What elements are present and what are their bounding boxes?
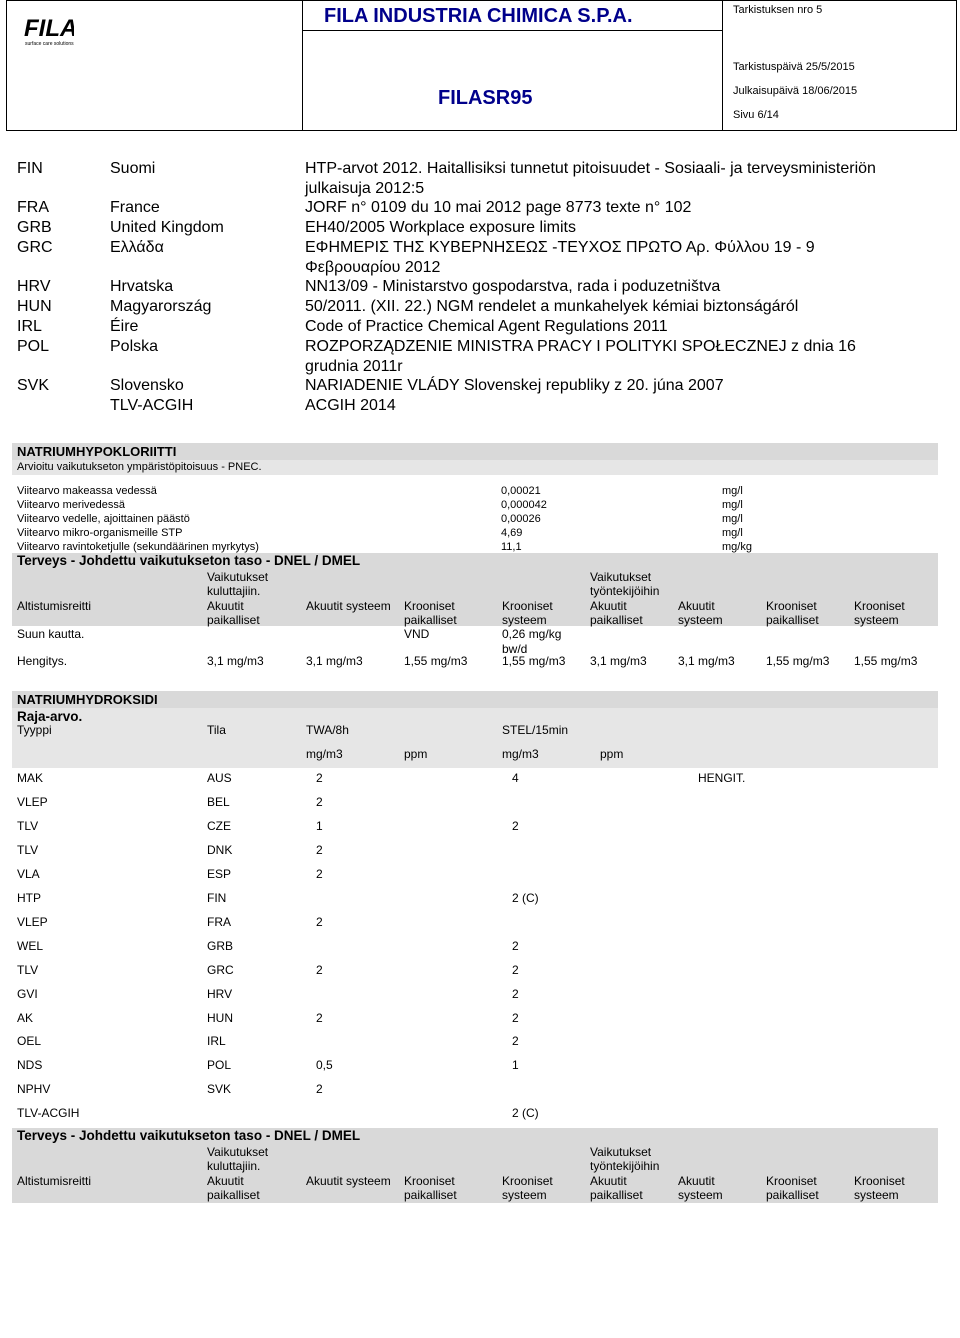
limit-state: HUN [207,1010,233,1025]
regulation-code: HRV [17,278,51,295]
limit-type: GVI [17,986,38,1001]
dnel-col-header: Akuutit paikalliset [207,1174,260,1202]
limit-twa: 2 [316,962,323,977]
limit-twa: 2 [316,794,323,809]
regulation-country: Magyarország [110,298,212,315]
revision-date: Tarkistuspäivä 25/5/2015 [733,61,855,73]
unit-header: mg/m3 [306,747,343,761]
dnel-col-header: Akuutit systeem [678,1174,723,1202]
limit-stel: 2 [512,962,519,977]
limit-type: WEL [17,938,44,953]
regulation-text: NARIADENIE VLÁDY Slovenskej republiky z 20. júna 2007 [305,377,724,394]
regulation-code: IRL [17,318,42,335]
pnec-unit: mg/l [722,527,743,539]
limit-type: TLV [17,818,39,833]
publish-date: Julkaisupäivä 18/06/2015 [733,85,858,97]
regulation-country: Polska [110,338,159,355]
regulation-country: Suomi [110,160,156,177]
limit-twa: 2 [316,1082,323,1097]
limit-twa: 2 [316,771,323,785]
limit-stel: 1 [512,1058,519,1073]
dnel-value: 1,55 mg/m3 [404,654,468,668]
limit-type: NDS [17,1058,43,1073]
limit-stel: 2 (C) [512,1106,539,1121]
document-title: FILASR95 [438,87,533,109]
limit-state: FRA [207,914,231,929]
pnec-value: 0,00026 [501,513,541,525]
pnec-value: 4,69 [501,527,523,539]
state-header: Tila [207,723,226,737]
dnel-col-header: Krooniset paikalliset [404,1174,457,1202]
limit-state: POL [207,1058,232,1073]
limit-state: SVK [207,1082,232,1097]
substance-title: NATRIUMHYPOKLORIITTI [17,444,177,459]
limit-twa: 2 [316,914,323,929]
pnec-subtitle: Arvioitu vaikutukseton ympäristöpitoisuus - PNEC. [17,461,262,473]
dnel-col-header: Krooniset paikalliset [766,1174,819,1202]
dnel-col-header: Akuutit systeem [678,599,723,627]
unit-header: ppm [600,747,624,761]
regulation-code: GRC [17,239,53,256]
pnec-label: Viitearvo mikro-organismeille STP [17,527,183,539]
route-header: Altistumisreitti [17,1174,92,1188]
route-header: Altistumisreitti [17,599,92,613]
dnel-title-2: Terveys - Johdettu vaikutukseton taso - DNEL / DMEL [17,1128,361,1143]
limits-subtitle: Raja-arvo. [17,709,83,724]
dnel-col-header: Krooniset systeem [854,1174,905,1202]
consumer-effects-header: Vaikutukset kuluttajiin. [207,1145,269,1173]
consumer-effects-header: Vaikutukset kuluttajiin. [207,570,269,598]
limit-state: GRC [207,962,234,977]
pnec-unit: mg/l [722,485,743,497]
limit-state: AUS [207,771,232,785]
dnel-col-header: Akuutit systeem [306,599,391,613]
limit-state: FIN [207,890,227,905]
dnel-value: 0,26 mg/kg bw/d [502,627,562,656]
twa-header: TWA/8h [306,723,349,737]
limit-stel: 2 [512,1034,519,1049]
dnel-col-header: Krooniset systeem [502,599,553,627]
unit-header: mg/m3 [502,747,539,761]
regulation-code: SVK [17,377,50,394]
dnel-col-header: Krooniset paikalliset [404,599,457,627]
limit-stel: 2 [512,1010,519,1025]
page-number: Sivu 6/14 [733,109,779,121]
limit-twa: 1 [316,818,323,833]
dnel-col-header: Krooniset systeem [854,599,905,627]
limit-type: VLEP [17,794,48,809]
limit-stel: 2 (C) [512,890,539,905]
pnec-label: Viitearvo merivedessä [17,499,126,511]
limit-type: NPHV [17,1082,51,1097]
pnec-value: 0,000042 [501,499,547,511]
regulation-text: NN13/09 - Ministarstvo gospodarstva, rada i poduzetništva [305,278,721,295]
pnec-label: Viitearvo vedelle, ajoittainen päästö [17,513,190,525]
regulation-country: United Kingdom [110,219,224,236]
regulation-country: Ελλάδα [110,239,164,256]
dnel-value: 3,1 mg/m3 [207,654,264,668]
revision-number: Tarkistuksen nro 5 [733,4,823,16]
regulation-code: POL [17,338,50,355]
logo-text: FILA [24,15,74,42]
limit-note: HENGIT. [698,771,746,785]
regulation-country: France [110,199,160,216]
limit-stel: 2 [512,986,519,1001]
dnel-col-header: Krooniset systeem [502,1174,553,1202]
limit-type: VLA [17,866,40,881]
type-header: Tyyppi [17,723,52,737]
limit-state: GRB [207,938,234,953]
regulation-country: Éire [110,318,139,335]
dnel-value: VND [404,627,430,641]
limit-state: HRV [207,986,233,1001]
worker-effects-header: Vaikutukset työntekijöihin [590,570,660,598]
regulation-country: Slovensko [110,377,184,394]
regulation-country: Hrvatska [110,278,174,295]
limit-state: DNK [207,842,233,857]
limit-twa: 2 [316,866,323,881]
section-title-bar-2 [12,691,938,708]
limit-state: IRL [207,1034,226,1049]
regulation-text: ΕΦΗΜΕΡΙΣ ΤΗΣ ΚΥΒΕΡΝΗΣΕΩΣ -ΤΕΥΧΟΣ ΠΡΩΤΟ Αρ. Φύλλου 19 - 9 Φεβρουαρίου 2012 [305,239,815,276]
regulation-text: HTP-arvot 2012. Haitallisiksi tunnetut pitoisuudet - Sosiaali- ja terveysministeriön julkaisuja 2012:5 [305,160,876,197]
limits-header-bar [12,708,938,768]
pnec-value: 0,00021 [501,485,541,497]
page-header [6,0,957,131]
regulation-text: Code of Practice Chemical Agent Regulations 2011 [305,318,668,335]
regulation-code: GRB [17,219,52,236]
limit-twa: 2 [316,842,323,857]
limit-state: BEL [207,794,230,809]
regulation-country: TLV-ACGIH [110,397,194,414]
dnel-col-header: Akuutit paikalliset [207,599,260,627]
limit-type: OEL [17,1034,42,1049]
dnel-col-header: Krooniset paikalliset [766,599,819,627]
regulation-text: JORF n° 0109 du 10 mai 2012 page 8773 texte n° 102 [305,199,692,216]
pnec-label: Viitearvo makeassa vedessä [17,485,157,497]
company-name: FILA INDUSTRIA CHIMICA S.P.A. [324,5,633,27]
pnec-unit: mg/l [722,499,743,511]
limit-type: TLV [17,962,39,977]
limit-twa: 0,5 [316,1058,333,1073]
limit-state: ESP [207,866,232,881]
pnec-value: 11,1 [501,541,522,553]
dnel-value: 3,1 mg/m3 [590,654,647,668]
limit-type: HTP [17,890,41,905]
unit-header: ppm [404,747,428,761]
dnel-route: Suun kautta. [17,627,85,641]
pnec-unit: mg/l [722,513,743,525]
limit-twa: 2 [316,1010,323,1025]
dnel-col-header: Akuutit paikalliset [590,1174,643,1202]
stel-header: STEL/15min [502,723,569,737]
dnel-value: 3,1 mg/m3 [678,654,735,668]
dnel-col-header: Akuutit systeem [306,1174,391,1188]
pnec-unit: mg/kg [722,541,752,553]
regulation-code: HUN [17,298,52,315]
limit-type: TLV-ACGIH [17,1106,80,1121]
dnel-value: 1,55 mg/m3 [502,654,566,668]
regulation-code: FRA [17,199,49,216]
limit-type: VLEP [17,914,48,929]
regulation-text: EH40/2005 Workplace exposure limits [305,219,576,236]
limit-type: TLV [17,842,39,857]
dnel-title: Terveys - Johdettu vaikutukseton taso - DNEL / DMEL [17,553,361,568]
pnec-subtitle-bar [12,460,938,475]
limit-stel: 4 [512,771,519,785]
dnel-value: 3,1 mg/m3 [306,654,363,668]
regulation-code: FIN [17,160,43,177]
dnel-route: Hengitys. [17,654,68,668]
company-logo [24,12,74,48]
limit-type: AK [17,1010,34,1025]
logo-subtext: surface care solutions [25,41,74,47]
dnel-title-bar-2 [12,1128,938,1145]
pnec-label: Viitearvo ravintoketjulle (sekundäärinen myrkytys) [17,541,259,553]
regulation-text: ROZPORZĄDZENIE MINISTRA PRACY I POLITYKI SPOŁECZNEJ z dnia 16 grudnia 2011r [305,338,856,375]
regulation-text: 50/2011. (XII. 22.) NGM rendelet a munkahelyek kémiai biztonságáról [305,298,799,315]
limit-state: CZE [207,818,231,833]
dnel-title-bar [12,553,938,570]
limit-stel: 2 [512,818,519,833]
worker-effects-header: Vaikutukset työntekijöihin [590,1145,660,1173]
regulation-text: ACGIH 2014 [305,397,396,414]
limit-type: MAK [17,771,44,785]
section-title-bar [12,443,938,460]
substance-title-2: NATRIUMHYDROKSIDI [17,692,158,707]
limit-stel: 2 [512,938,519,953]
dnel-value: 1,55 mg/m3 [854,654,918,668]
dnel-col-header: Akuutit paikalliset [590,599,643,627]
dnel-value: 1,55 mg/m3 [766,654,830,668]
